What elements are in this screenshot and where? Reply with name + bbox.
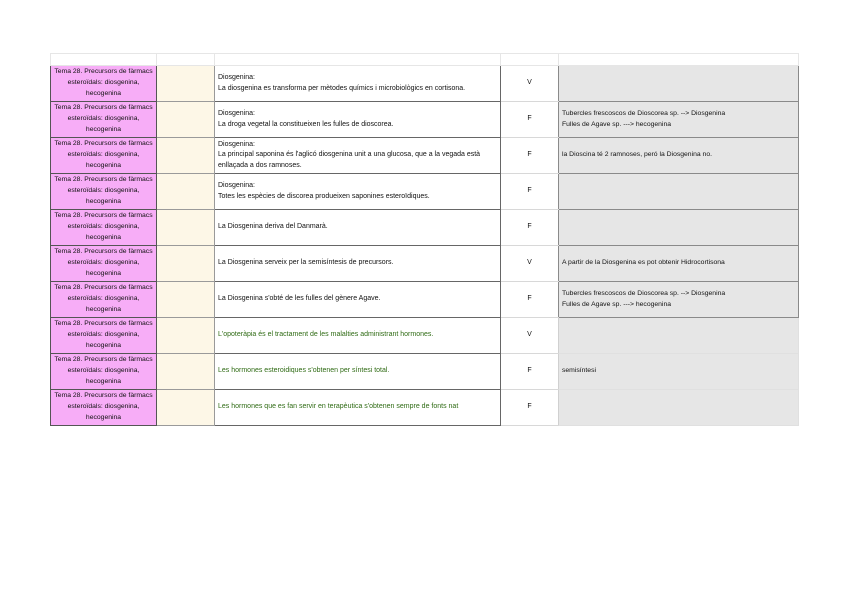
empty-cell[interactable]	[157, 390, 215, 426]
question-cell[interactable]: La Diosgenina serveix per la semisíntesis de precursors.	[215, 246, 501, 282]
topic-text: Tema 28. Precursors de fàrmacs esteroïdals: diosgenina, hecogenina	[54, 68, 153, 97]
empty-cell[interactable]	[157, 66, 215, 102]
spreadsheet-print-area	[50, 53, 799, 426]
topic-cell[interactable]	[51, 102, 157, 138]
question-cell[interactable]: Les hormones que es fan servir en terapèutica s'obtenen sempre de fonts nat	[215, 390, 501, 426]
note-cell[interactable]	[559, 390, 799, 426]
answer-cell[interactable]: F	[501, 282, 559, 318]
header-cell	[559, 54, 799, 66]
table-row	[51, 138, 799, 174]
note-cell[interactable]: la Dioscina té 2 ramnoses, peró la Diosgenina no.	[559, 138, 799, 174]
question-cell[interactable]: La Diosgenina s'obté de les fulles del gènere Agave.	[215, 282, 501, 318]
question-cell[interactable]: La Diosgenina deriva del Danmarà.	[215, 210, 501, 246]
topic-cell[interactable]	[51, 246, 157, 282]
table-row	[51, 318, 799, 354]
topic-text: Tema 28. Precursors de fàrmacs esteroïdals: diosgenina, hecogenina	[54, 392, 153, 421]
table-row	[51, 390, 799, 426]
question-cell[interactable]: Diosgenina: La droga vegetal la constitueixen les fulles de dioscorea.	[215, 102, 501, 138]
question-cell[interactable]: Diosgenina: Totes les espècies de discorea produeixen saponines esteroïdiques.	[215, 174, 501, 210]
answer-cell[interactable]: F	[501, 174, 559, 210]
answer-cell[interactable]: F	[501, 210, 559, 246]
header-cell	[51, 54, 157, 66]
topic-cell[interactable]	[51, 66, 157, 102]
note-cell[interactable]: semisíntesi	[559, 354, 799, 390]
table-row	[51, 246, 799, 282]
topic-cell[interactable]	[51, 390, 157, 426]
topic-text: Tema 28. Precursors de fàrmacs esteroïdals: diosgenina, hecogenina	[54, 248, 153, 277]
table-row	[51, 102, 799, 138]
question-cell[interactable]: Diosgenina: La diosgenina es transforma per mètodes químics i microbiològics en cortisona.	[215, 66, 501, 102]
empty-cell[interactable]	[157, 138, 215, 174]
empty-cell[interactable]	[157, 174, 215, 210]
topic-text: Tema 28. Precursors de fàrmacs esteroïdals: diosgenina, hecogenina	[54, 356, 153, 385]
empty-cell[interactable]	[157, 318, 215, 354]
table-row	[51, 210, 799, 246]
answer-cell[interactable]: V	[501, 318, 559, 354]
topic-cell[interactable]	[51, 318, 157, 354]
note-cell[interactable]	[559, 318, 799, 354]
topic-text: Tema 28. Precursors de fàrmacs esteroïdals: diosgenina, hecogenina	[54, 140, 153, 169]
answer-cell[interactable]: F	[501, 354, 559, 390]
topic-text: Tema 28. Precursors de fàrmacs esteroïdals: diosgenina, hecogenina	[54, 104, 153, 133]
note-cell[interactable]: A partir de la Diosgenina es pot obtenir Hidrocortisona	[559, 246, 799, 282]
table-row	[51, 282, 799, 318]
quiz-table	[50, 53, 799, 426]
header-cell	[157, 54, 215, 66]
topic-cell[interactable]	[51, 210, 157, 246]
note-cell[interactable]	[559, 174, 799, 210]
topic-text: Tema 28. Precursors de fàrmacs esteroïdals: diosgenina, hecogenina	[54, 320, 153, 349]
topic-cell[interactable]	[51, 282, 157, 318]
answer-cell[interactable]: F	[501, 390, 559, 426]
note-cell[interactable]: Tubercles frescoscos de Dioscorea sp. --> Diosgenina Fulles de Agave sp. ---> hecogenina	[559, 102, 799, 138]
table-row	[51, 354, 799, 390]
answer-cell[interactable]: F	[501, 138, 559, 174]
answer-cell[interactable]: F	[501, 102, 559, 138]
header-cell	[501, 54, 559, 66]
topic-text: Tema 28. Precursors de fàrmacs esteroïdals: diosgenina, hecogenina	[54, 212, 153, 241]
note-cell[interactable]: Tubercles frescoscos de Dioscorea sp. --> Diosgenina Fulles de Agave sp. ---> hecogenina	[559, 282, 799, 318]
empty-cell[interactable]	[157, 210, 215, 246]
topic-text: Tema 28. Precursors de fàrmacs esteroïdals: diosgenina, hecogenina	[54, 284, 153, 313]
answer-cell[interactable]: V	[501, 246, 559, 282]
note-cell[interactable]	[559, 210, 799, 246]
question-cell[interactable]: L'opoteràpia és el tractament de les malalties administrant hormones.	[215, 318, 501, 354]
topic-cell[interactable]	[51, 354, 157, 390]
question-cell[interactable]: Les hormones esteroidiques s'obtenen per síntesi total.	[215, 354, 501, 390]
empty-cell[interactable]	[157, 102, 215, 138]
answer-cell[interactable]: V	[501, 66, 559, 102]
empty-cell[interactable]	[157, 246, 215, 282]
topic-cell[interactable]	[51, 174, 157, 210]
header-row	[51, 54, 799, 66]
question-cell[interactable]: Diosgenina: La principal saponina és l'aglicó diosgenina unit a una glucosa, que a la vegada està enllaçada a dos ramnoses.	[215, 138, 501, 174]
note-cell[interactable]	[559, 66, 799, 102]
table-row	[51, 66, 799, 102]
topic-text: Tema 28. Precursors de fàrmacs esteroïdals: diosgenina, hecogenina	[54, 176, 153, 205]
topic-cell[interactable]	[51, 138, 157, 174]
header-cell	[215, 54, 501, 66]
table-row	[51, 174, 799, 210]
empty-cell[interactable]	[157, 354, 215, 390]
empty-cell[interactable]	[157, 282, 215, 318]
